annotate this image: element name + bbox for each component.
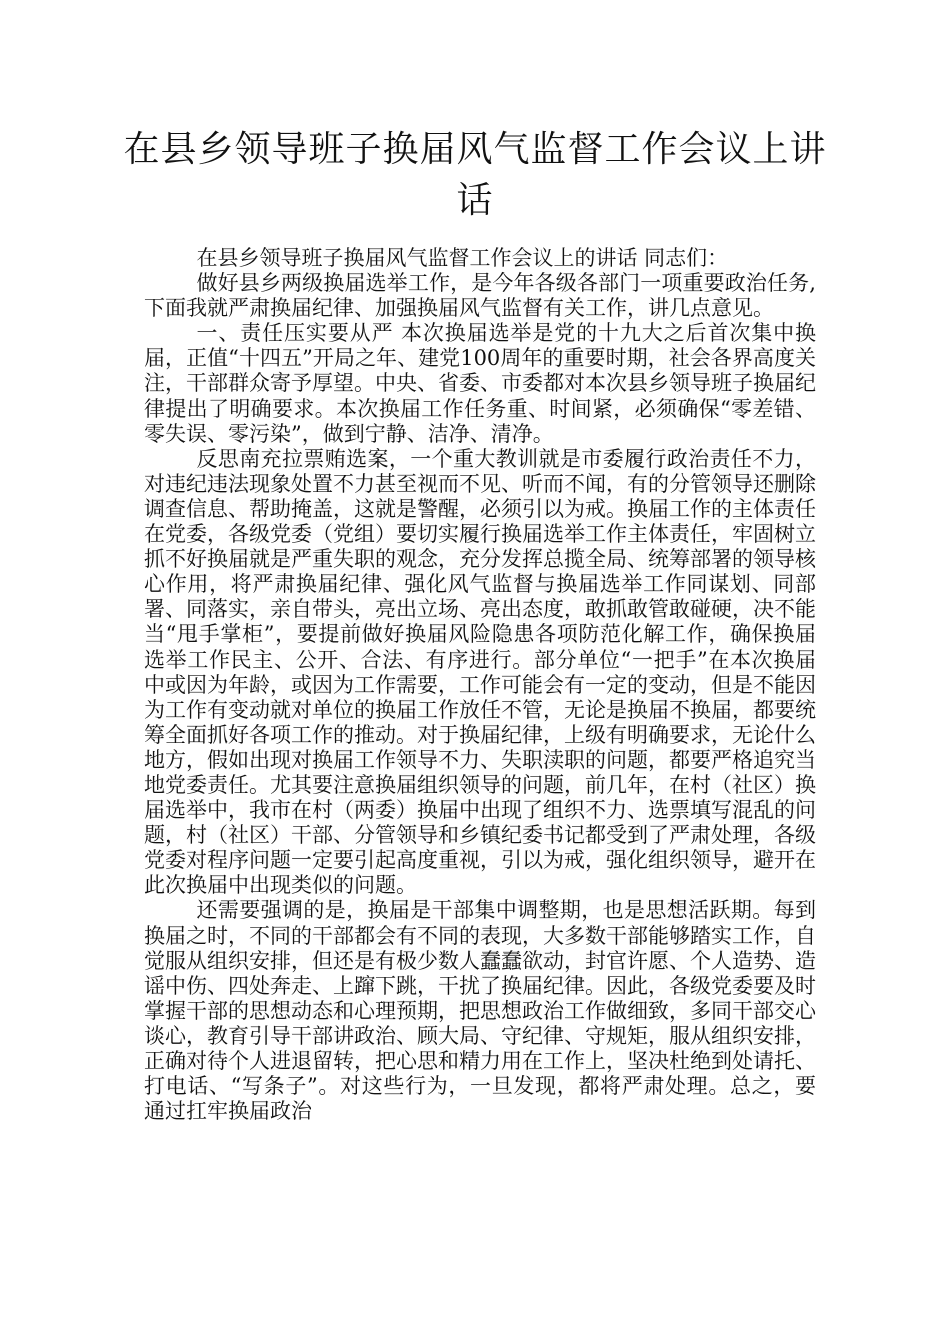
- document-title: 在县乡领导班子换届风气监督工作会议上讲话: [123, 129, 827, 221]
- document-body: [144, 246, 816, 1124]
- paragraph-greeting: 在县乡领导班子换届风气监督工作会议上的讲话 同志们：: [196, 246, 729, 270]
- paragraph-intro: 做好县乡两级换届选举工作，是今年各级各部门一项重要政治任务,下面我就严肃换届纪律、加强换届风气监督有关工作，讲几点意见。: [144, 271, 816, 321]
- paragraph-discipline: 还需要强调的是，换届是干部集中调整期，也是思想活跃期。每到换届之时，不同的干部都会有不同的表现，大多数干部能够踏实工作，自觉服从组织安排，但还是有极少数人蠢蠢欲动，封官许愿、个人造势、造谣中伤、四处奔走、上蹿下跳，干扰了换届纪律。因此，各级党委要及时掌握干部的思想动态和心理预期，把思想政治工作做细致，多同干部交心谈心，教育引导干部讲政治、顾大局、守纪律、守规矩，服从组织安排，正确对待个人进退留转，把心思和精力用在工作上，坚决杜绝到处请托、打电话、“写条子”。对这些行为，一旦发现，都将严肃处理。总之，要通过扛牢换届政治: [144, 898, 816, 1124]
- paragraph-responsibility: 反思南充拉票贿选案，一个重大教训就是市委履行政治责任不力，对违纪违法现象处置不力甚至视而不见、听而不闻，有的分管领导还删除调查信息、帮助掩盖，这就是警醒，必须引以为戒。换届工作的主体责任在党委，各级党委（党组）要切实履行换届选举工作主体责任，牢固树立抓不好换届就是严重失职的观念，充分发挥总揽全局、统筹部署的领导核心作用，将严肃换届纪律、强化风气监督与换届选举工作同谋划、同部署、同落实，亲自带头，亮出立场、亮出态度，敢抓敢管敢碰硬，决不能当“甩手掌柜”，要提前做好换届风险隐患各项防范化解工作，确保换届选举工作民主、公开、合法、有序进行。部分单位“一把手”在本次换届中或因为年龄，或因为工作需要，工作可能会有一定的变动，但是不能因为工作有变动就对单位的换届工作放任不管，无论是换届不换届，都要统筹全面抓好各项工作的推动。对于换届纪律，上级有明确要求，无论什么地方，假如出现对换届工作领导不力、失职渎职的问题，都要严格追究当地党委责任。尤其要注意换届组织领导的问题，前几年，在村（社区）换届选举中，我市在村（两委）换届中出现了组织不力、选票填写混乱的问题，村（社区）干部、分管领导和乡镇纪委书记都受到了严肃处理，各级党委对程序问题一定要引起高度重视，引以为戒，强化组织领导，避开在此次换届中出现类似的问题。: [144, 446, 816, 898]
- paragraph-section-one: 一、责任压实要从严 本次换届选举是党的十九大之后首次集中换届，正值“十四五”开局之年、建党100周年的重要时期，社会各界高度关注，干部群众寄予厚望。中央、省委、市委都对本次县乡领导班子换届纪律提出了明确要求。本次换届工作任务重、时间紧，必须确保“零差错、零失误、零污染”，做到宁静、洁净、清净。: [144, 321, 816, 446]
